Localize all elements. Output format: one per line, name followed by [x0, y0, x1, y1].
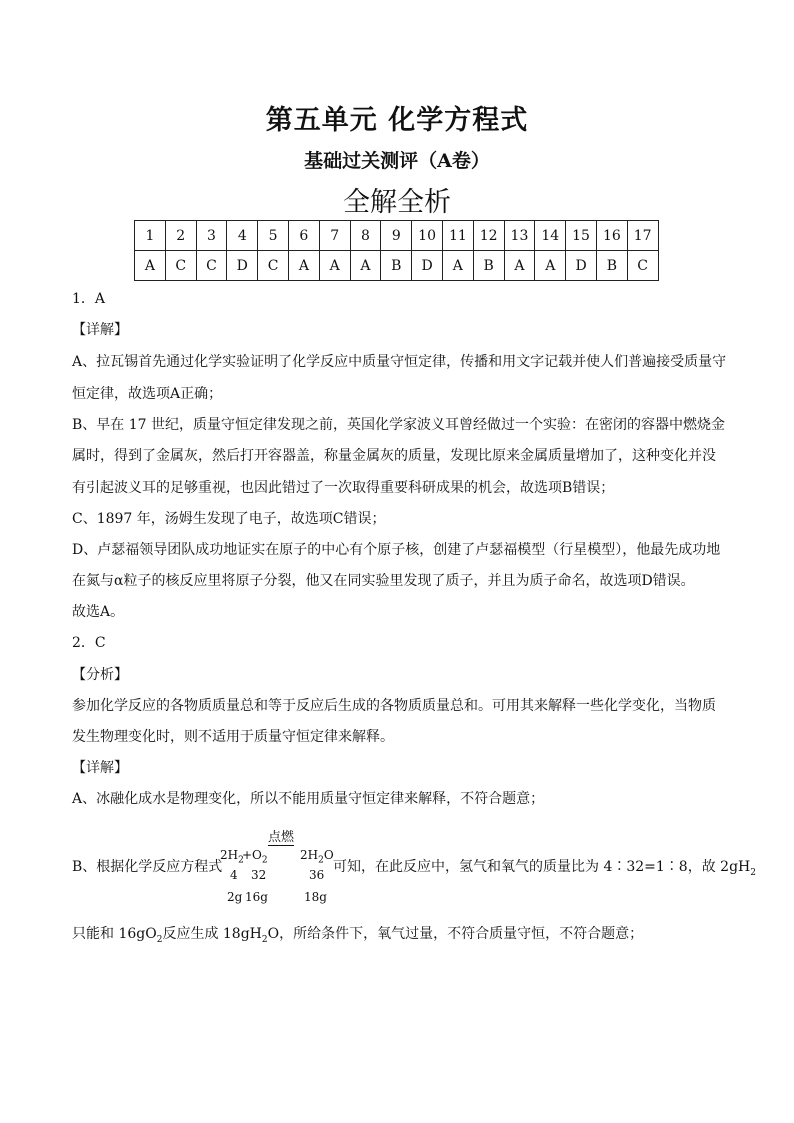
- question-number: 14: [535, 221, 566, 251]
- question-number: 17: [627, 221, 658, 251]
- chemical-equation-block: [72, 822, 756, 912]
- answer-key: D: [566, 251, 597, 281]
- reactant-o2: $+O_2$: [242, 848, 268, 866]
- answer-key: A: [504, 251, 535, 281]
- question-number: 6: [288, 221, 319, 251]
- q2-analysis-line2: 发生物理变化时，则不适用于质量守恒定律来解释。: [72, 729, 394, 745]
- mass-h2o: 18g: [304, 890, 327, 904]
- q1-option-b-line1: B、早在 17 世纪，质量守恒定律发现之前，英国化学家波义耳曾经做过一个实验：在密闭的容器中燃烧金: [72, 417, 726, 433]
- q1-option-d-line2: 在氮与α粒子的核反应里将原子分裂，他又在同实验里发现了质子，并且为质子命名，故选项D错误。: [72, 573, 695, 589]
- analysis-title: 全解全析: [343, 187, 451, 218]
- q2-option-b-prefix: B、根据化学反应方程式: [72, 859, 223, 875]
- answer-row: [135, 251, 659, 281]
- question-number: 2: [165, 221, 196, 251]
- q1-conclusion: 故选A。: [72, 604, 125, 620]
- reactant-h2: $2H_2$: [220, 848, 244, 866]
- reactant-h2-text: 2H: [220, 848, 239, 862]
- answer-key: A: [442, 251, 473, 281]
- q2-option-b-suffix-text: 可知，在此反应中，氢气和氧气的质量比为 4∶32=1∶8，故 2gH: [333, 859, 751, 875]
- question-number: 8: [350, 221, 381, 251]
- molar-mass-h2: 4: [230, 868, 238, 882]
- product-o-text: O: [323, 848, 334, 862]
- question-number-row: [135, 221, 659, 251]
- question-number: 15: [566, 221, 597, 251]
- q1-option-a-line2: 恒定律，故选项A正确；: [72, 386, 223, 402]
- question-number: 13: [504, 221, 535, 251]
- q2-analysis-line1: 参加化学反应的各物质质量总和等于反应后生成的各物质质量总和。可用其来解释一些化学变化，当物质: [72, 698, 716, 714]
- reaction-condition: 点燃: [268, 826, 294, 846]
- answer-key: A: [350, 251, 381, 281]
- q2-detail-label: 【详解】: [72, 760, 128, 776]
- answer-key: A: [288, 251, 319, 281]
- question-number: 12: [473, 221, 504, 251]
- unit-title: 第五单元 化学方程式: [265, 105, 529, 136]
- molar-mass-o2: 32: [251, 868, 267, 882]
- answer-key: C: [196, 251, 227, 281]
- q2-heading: 2．C: [72, 635, 106, 651]
- q1-heading: 1．A: [72, 291, 106, 307]
- q1-option-b-line3: 有引起波义耳的足够重视，也因此错过了一次取得重要科研成果的机会，故选项B错误；: [72, 480, 615, 496]
- q2-option-b-continuation: 只能和 $16gO_2$反应生成 $18gH_2O$，所给条件下，氧气过量，不符合质量守恒，不符合题意；: [72, 926, 644, 945]
- answer-key: D: [412, 251, 443, 281]
- test-subtitle: 基础过关测评（A卷）: [304, 150, 490, 172]
- answer-key: B: [473, 251, 504, 281]
- answer-key: A: [135, 251, 166, 281]
- question-number: 16: [596, 221, 627, 251]
- q1-option-a-line1: A、拉瓦锡首先通过化学实验证明了化学反应中质量守恒定律，传播和用文字记载并使人们普遍接受质量守: [72, 354, 727, 370]
- answer-key: A: [319, 251, 350, 281]
- question-number: 9: [381, 221, 412, 251]
- q2-cont-part3: O，所给条件下，氧气过量，不符合质量守恒，不符合题意；: [267, 926, 644, 942]
- answer-key-table: [134, 220, 659, 281]
- answer-key: A: [535, 251, 566, 281]
- question-number: 1: [135, 221, 166, 251]
- question-number: 4: [227, 221, 258, 251]
- q1-option-b-line2: 属时，得到了金属灰，然后打开容器盖，称量金属灰的质量，发现比原来金属质量增加了，这种变化并没: [72, 448, 716, 464]
- answer-key: D: [227, 251, 258, 281]
- question-number: 11: [442, 221, 473, 251]
- answer-key: C: [165, 251, 196, 281]
- answer-key: B: [381, 251, 412, 281]
- answer-key: C: [258, 251, 289, 281]
- question-number: 5: [258, 221, 289, 251]
- q2-analysis-label: 【分析】: [72, 667, 128, 683]
- question-number: 3: [196, 221, 227, 251]
- mass-o2: 16g: [245, 890, 268, 904]
- reactant-o2-text: +O: [242, 848, 262, 862]
- mass-h2: 2g: [227, 890, 243, 904]
- q1-option-d-line1: D、卢瑟福领导团队成功地证实在原子的中心有个原子核，创建了卢瑟福模型（行星模型），他最先成功地: [72, 542, 721, 558]
- q1-detail-label: 【详解】: [72, 322, 128, 338]
- molar-mass-h2o: 36: [309, 868, 325, 882]
- answer-key: C: [627, 251, 658, 281]
- answer-key: B: [596, 251, 627, 281]
- q2-option-b-suffix: 可知，在此反应中，氢气和氧气的质量比为 4∶32=1∶8，故 $2gH_2$: [333, 859, 756, 878]
- q2-option-a: A、冰融化成水是物理变化，所以不能用质量守恒定律来解释，不符合题意；: [72, 791, 545, 807]
- q2-cont-part1: 只能和 16gO: [72, 926, 157, 942]
- question-number: 10: [412, 221, 443, 251]
- product-h2o: $2H_2O$: [300, 848, 334, 866]
- q1-option-c: C、1897 年，汤姆生发现了电子，故选项C错误；: [72, 511, 386, 527]
- question-number: 7: [319, 221, 350, 251]
- product-h2-text: 2H: [300, 848, 319, 862]
- q2-cont-part2: 反应生成 18gH: [162, 926, 262, 942]
